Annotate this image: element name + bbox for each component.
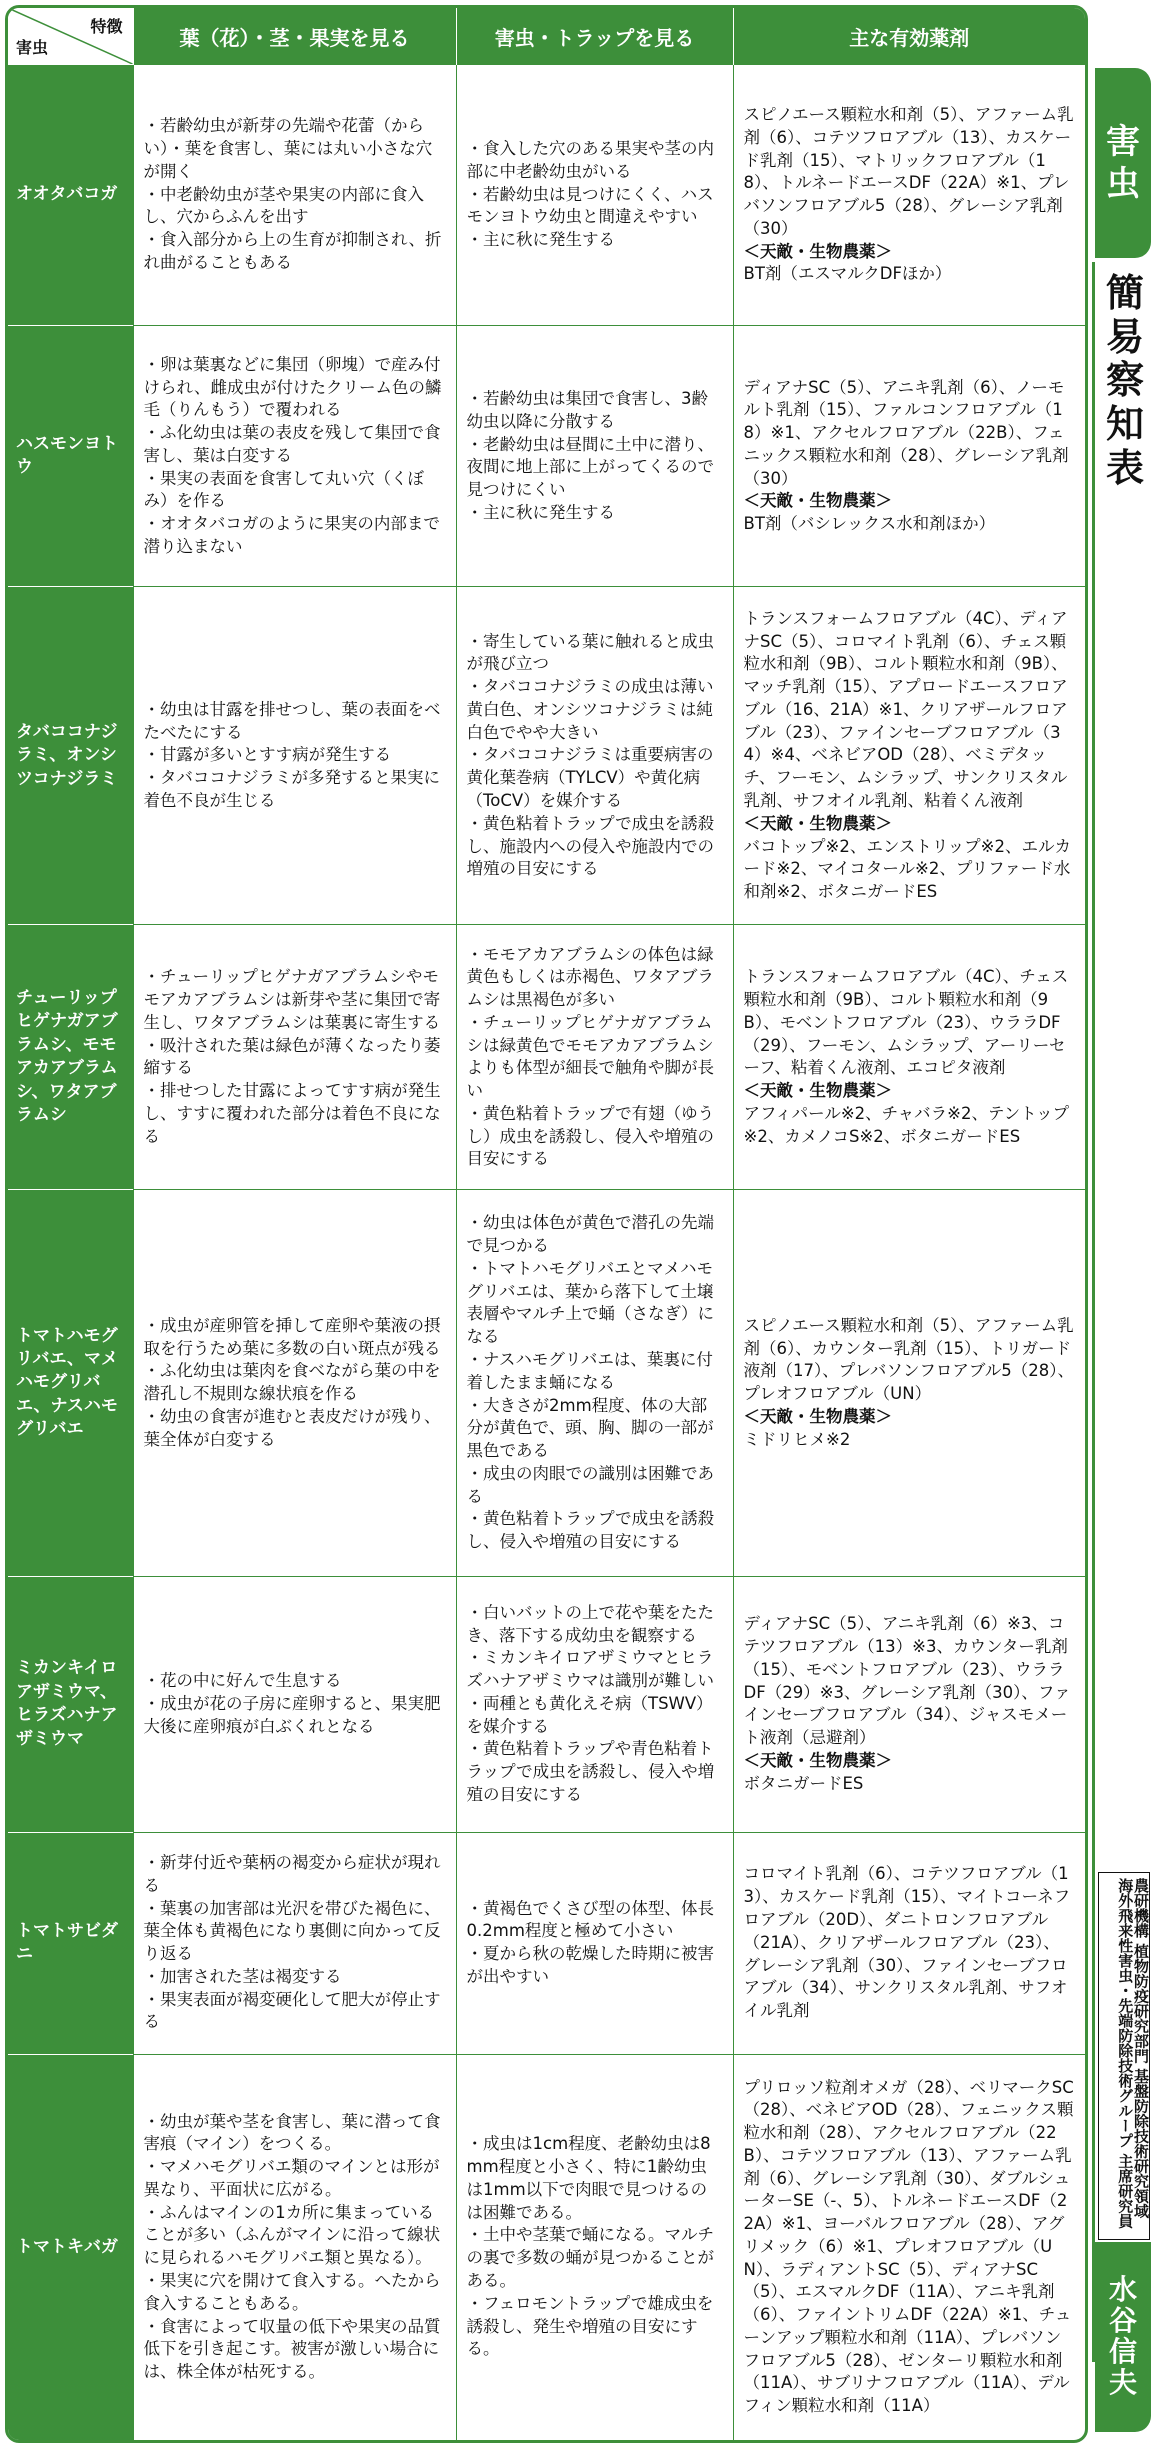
feature-bullet: ・主に秋に発生する	[466, 230, 615, 250]
feature-bullet: ・モモアカアブラムシの体色は緑黄色もしくは赤褐色、ワタアブラムシは黒褐色が多い	[466, 944, 714, 1010]
feature-bullet: ・成虫が花の子房に産卵すると、果実肥大後に産卵痕が白ぶくれとなる	[143, 1693, 441, 1736]
feature-bullet: ・両種とも黄化えそ病（TSWV）を媒介する	[466, 1693, 713, 1736]
feature-bullet: ・マメハモグリバエ類のマインとは形が異なり、平面状に広がる。	[143, 2157, 440, 2199]
feature-bullet: ・タバココナジラミは重要病害の黄化葉巻病（TYLCV）や黄化病（ToCV）を媒介する	[466, 745, 714, 811]
table-row	[8, 65, 1085, 326]
pest-name-cell: ミカンキイロアザミウマ、ヒラズハナアザミウマ	[8, 1576, 133, 1832]
chemical-text: アフィパール※2、チャバラ※2、テントップ※2、カメノコS※2、ボタニガードES	[743, 1103, 1070, 1146]
chem-cell	[733, 1576, 1085, 1832]
chemical-text: ミドリヒメ※2	[743, 1429, 851, 1449]
feature-bullet: ・成虫は1cm程度、老齢幼虫は8mm程度と小さく、特に1齢幼虫は1mm以下で肉眼で見つけるのは困難である。	[466, 2134, 711, 2222]
feature-bullet: ・若齢幼虫が新芽の先端や花蕾（からい）・葉を食害し、葉には丸い小さな穴が開く	[143, 116, 433, 181]
feature-bullet: ・ナスハモグリバエは、葉裏に付着したまま蛹になる	[466, 1350, 713, 1392]
corner-header-cell	[8, 8, 133, 65]
tab-char: 害	[1106, 121, 1140, 162]
pest-section-tab	[1095, 68, 1151, 258]
feature-bullet: ・チューリップヒゲナガアブラムシやモモアカアブラムシは新芽や茎に集団で寄生し、ワタアブラムシは葉裏に寄生する	[143, 967, 441, 1032]
title-char: 知	[1105, 402, 1144, 447]
observe-cell	[133, 2054, 456, 2440]
observe-cell	[133, 326, 456, 587]
feature-bullet: ・幼虫の食害が進むと表皮だけが残り、葉全体が白変する	[143, 1406, 441, 1449]
feature-bullet: ・卵は葉裏などに集団（卵塊）で産み付けられ、雌成虫が付けたクリーム色の鱗毛（りんもう）で覆われる	[143, 354, 442, 420]
feature-bullet: ・食入した穴のある果実や茎の内部に中老齢幼虫がいる	[466, 139, 714, 181]
table-header-row	[8, 8, 1085, 65]
chemical-text: ディアナSC（5）、アニキ乳剤（6）、ノーモルト乳剤（15）、ファルコンフロアブル（18）※1、アクセルフロアブル（22B）、フェニックス顆粒水和剤（28）、グレーシア乳剤（30）	[743, 377, 1069, 488]
feature-bullet: ・フェロモントラップで雄成虫を誘殺し、発生や増殖の目安にする。	[466, 2293, 714, 2359]
title-char: 察	[1105, 358, 1144, 403]
trap-cell	[456, 1190, 733, 1576]
feature-bullet: ・成虫が産卵管を挿して産卵や葉液の摂取を行うため葉に多数の白い斑点が残る	[143, 1315, 441, 1358]
feature-bullet: ・黄褐色でくさび型の体型、体長0.2mm程度と極めて小さい	[466, 1898, 714, 1941]
author-name	[1095, 2242, 1151, 2432]
trap-cell	[456, 2054, 733, 2440]
feature-bullet: ・若齢幼虫は集団で食害し、3齢幼虫以降に分散する	[466, 389, 708, 431]
chemical-text: ＜天敵・生物農薬＞	[743, 1081, 892, 1101]
chemical-text: ＜天敵・生物農薬＞	[743, 491, 892, 511]
feature-bullet: ・ミカンキイロアザミウマとヒラズハナアザミウマは識別が難しい	[466, 1648, 714, 1691]
feature-bullet: ・若齢幼虫は見つけにくく、ハスモンヨトウ幼虫と間違えやすい	[466, 184, 714, 227]
chemical-text: ＜天敵・生物農薬＞	[743, 813, 892, 833]
feature-bullet: ・成虫の肉眼での識別は困難である	[466, 1463, 714, 1506]
author-char: 谷	[1108, 2304, 1137, 2338]
feature-bullet: ・黄色粘着トラップで成虫を誘殺し、侵入や増殖の目安にする	[466, 1509, 715, 1552]
trap-cell	[456, 1576, 733, 1832]
feature-bullet: ・幼虫は甘露を排せつし、葉の表面をベたべたにする	[143, 699, 441, 742]
feature-bullet: ・黄色粘着トラップで成虫を誘殺し、施設内への侵入や施設内での増殖の目安にする	[466, 813, 715, 879]
pest-name-cell: チューリップヒゲナガアブラムシ、モモアカアブラムシ、ワタアブラムシ	[8, 925, 133, 1190]
chemical-text: ＜天敵・生物農薬＞	[743, 1750, 892, 1770]
trap-cell	[456, 326, 733, 587]
feature-bullet: ・オオタバコガのように果実の内部まで潜り込まない	[143, 514, 440, 556]
chem-cell	[733, 587, 1085, 925]
feature-bullet: ・ふ化幼虫は葉の表皮を残して集団で食害し、葉は白変する	[143, 423, 441, 465]
table-row	[8, 1190, 1085, 1576]
feature-bullet: ・排せつした甘露によってすす病が発生し、すすに覆われた部分は着色不良になる	[143, 1081, 441, 1146]
feature-bullet: ・主に秋に発生する	[466, 502, 615, 522]
pest-table-frame	[5, 5, 1088, 2443]
pest-identification-table	[8, 8, 1085, 2440]
feature-bullet: ・黄色粘着トラップで有翅（ゆうし）成虫を誘殺し、侵入や増殖の目安にする	[466, 1103, 715, 1169]
feature-bullet: ・ふ化幼虫は葉肉を食べながら葉の中を潜孔し不規則な線状痕を作る	[143, 1361, 441, 1404]
author-affiliation: 農研機構 植物防疫研究部門 基盤防除技術研究領域 海外飛来性害虫・先端防除技術グループ 主席研究員	[1116, 1878, 1150, 2229]
table-row	[8, 2054, 1085, 2440]
pest-name-cell: トマトハモグリバエ、マメハモグリバエ、ナスハモグリバエ	[8, 1190, 133, 1576]
feature-bullet: ・大きさが2mm程度、体の大部分が黄色で、頭、胸、脚の一部が黒色である	[466, 1395, 714, 1461]
title-char: 表	[1105, 445, 1144, 490]
feature-bullet: ・食入部分から上の生育が抑制され、折れ曲がることもある	[143, 230, 442, 273]
chemical-text: ボタニガードES	[743, 1773, 864, 1793]
observe-cell	[133, 65, 456, 326]
feature-bullet: ・果実の表面を食害して丸い穴（くぼみ）を作る	[143, 468, 424, 511]
chemical-text: ディアナSC（5）、アニキ乳剤（6）※3、コテツフロアブル（13）※3、カウンター乳剤（15）、モベントフロアブル（23）、ウララDF（29）※3、グレーシア乳剤（30）、ファインセーブフロアブル（34）、ジャスモメート液剤（忌避剤）	[743, 1614, 1071, 1748]
feature-bullet: ・果実表面が褐変硬化して肥大が停止する	[143, 1989, 441, 2032]
feature-bullet: ・幼虫が葉や茎を食害し、葉に潜って食害痕（マイン）をつくる。	[143, 2111, 441, 2154]
feature-bullet: ・寄生している葉に触れると成虫が飛び立つ	[466, 631, 714, 674]
table-row	[8, 587, 1085, 925]
chem-cell	[733, 925, 1085, 1190]
table-row	[8, 1832, 1085, 2054]
author-char: 夫	[1108, 2365, 1137, 2399]
trap-cell	[456, 587, 733, 925]
header-observe-pest-trap: 害虫・トラップを見る	[456, 8, 733, 65]
observe-cell	[133, 1190, 456, 1576]
chemical-text: トランスフォームフロアブル（4C）、ディアナSC（5）、コロマイト乳剤（6）、チェス顆粒水和剤（9B）、コルト顆粒水和剤（9B）、マッチ乳剤（15）、アプロードエースフロアブル（16、21A）※1、クリアザールフロアブル（23）、ファインセーブフロアブル（34）※4、ベネビアOD（28）、ベミデタッチ、フーモン、ムシラップ、サンクリスタル乳剤、サフオイル乳剤、粘着くん液剤	[743, 608, 1068, 811]
feature-bullet: ・新芽付近や葉柄の褐変から症状が現れる	[143, 1853, 441, 1895]
chem-cell	[733, 1832, 1085, 2054]
chemical-text: ＜天敵・生物農薬＞	[743, 241, 892, 261]
chemical-text: ＜天敵・生物農薬＞	[743, 1406, 892, 1426]
feature-bullet: ・老齢幼虫は昼間に土中に潜り、夜間に地上部に上がってくるので見つけにくい	[466, 434, 714, 500]
feature-bullet: ・甘露が多いとすす病が発生する	[143, 745, 392, 765]
chemical-text: スピノエース顆粒水和剤（5）、アファーム乳剤（6）、コテツフロアブル（13）、カスケード乳剤（15）、マトリックフロアブル（18）、トルネードエースDF（22A）※1、プレバソンフロアブル5（28）、グレーシア乳剤（30）	[743, 105, 1074, 238]
pest-name-cell: トマトキバガ	[8, 2054, 133, 2440]
chem-cell	[733, 1190, 1085, 1576]
chem-cell	[733, 2054, 1085, 2440]
corner-pest-label: 害虫	[16, 38, 49, 57]
pest-name-cell: オオタバコガ	[8, 65, 133, 326]
table-row	[8, 1576, 1085, 1832]
chemical-text: BT剤（バシレックス水和剤ほか）	[743, 514, 996, 534]
chemical-text: コロマイト乳剤（6）、コテツフロアブル（13）、カスケード乳剤（15）、マイトコーネフロアブル（20D）、ダニトロンフロアブル（21A）、クリアザールフロアブル（23）、グレーシア乳剤（30）、ファインセーブフロアブル（34）、サンクリスタル乳剤、サフオイル乳剤	[743, 1864, 1071, 2021]
tab-char: 虫	[1106, 164, 1140, 204]
feature-bullet: ・黄色粘着トラップや青色粘着トラップで成虫を誘殺し、侵入や増殖の目安にする	[466, 1739, 715, 1804]
trap-cell	[456, 925, 733, 1190]
feature-bullet: ・チューリップヒゲナガアブラムシは緑黄色でモモアカアブラムシよりも体型が細長で触角や脚が長い	[466, 1012, 714, 1101]
chem-cell	[733, 326, 1085, 587]
author-char: 信	[1108, 2335, 1137, 2368]
title-char: 易	[1105, 314, 1144, 359]
observe-cell	[133, 587, 456, 925]
pest-name-cell: ハスモンヨトウ	[8, 326, 133, 587]
header-observe-plant: 葉（花）・茎・果実を見る	[133, 8, 456, 65]
feature-bullet: ・食害によって収量の低下や果実の品質低下を引き起こす。被害が激しい場合には、株全体が枯死する。	[143, 2316, 441, 2382]
side-title	[1100, 272, 1150, 490]
feature-bullet: ・幼虫は体色が黄色で潜孔の先端で見つかる	[466, 1213, 714, 1256]
chem-cell	[733, 65, 1085, 326]
chemical-text: スピノエース顆粒水和剤（5）、アファーム乳剤（6）、カウンター乳剤（15）、トリガード液剤（17）、プレバソンフロアブル5（28）、プレオフロアブル（UN）	[743, 1315, 1075, 1404]
title-char: 簡	[1105, 271, 1144, 315]
feature-bullet: ・加害された茎は褐変する	[143, 1966, 342, 1986]
feature-bullet: ・吸汁された葉は緑色が薄くなったり萎縮する	[143, 1035, 441, 1078]
feature-bullet: ・タバココナジラミが多発すると果実に着色不良が生じる	[143, 768, 441, 811]
feature-bullet: ・葉裏の加害部は光沢を帯びた褐色に、葉全体も黄褐色になり裏側に向かって反り返る	[143, 1898, 441, 1964]
feature-bullet: ・タバココナジラミの成虫は薄い黄白色、オンシツコナジラミは純白色でやや大きい	[466, 677, 714, 742]
author-char: 水	[1108, 2273, 1137, 2307]
feature-bullet: ・果実に穴を開けて食入する。へたから食入することもある。	[143, 2271, 441, 2313]
trap-cell	[456, 1832, 733, 2054]
feature-bullet: ・ふんはマインの1カ所に集まっていることが多い（ふんがマインに沿って線状に見られるハモグリバエ類と異なる）。	[143, 2202, 441, 2268]
feature-bullet: ・中老齢幼虫が茎や果実の内部に食入し、穴からふんを出す	[143, 184, 424, 227]
table-row	[8, 326, 1085, 587]
feature-bullet: ・土中や茎葉で蛹になる。マルチの裏で多数の蛹が見つかることがある。	[466, 2225, 714, 2291]
chemical-text: プリロッソ粒剤オメガ（28）、ベリマークSC（28）、ベネビアOD（28）、フェニックス顆粒水和剤（28）、アクセルフロアブル（22B）、コテツフロアブル（13）、アファーム乳剤（6）、グレーシア乳剤（30）、ダブルシューターSE（-、5）、トルネードエースDF（22A）※1、ヨーバルフロアブル（28）、アグリメック（6）※1、プレオフロアブル（UN）、ラディアントSC（5）、ディアナSC（5）、エスマルクDF（11A）、アニキ乳剤（6）、ファイントリムDF（22A）※1、チューンアップ顆粒水和剤（11A）、プレバソンフロアブル5（28）、ゼンターリ顆粒水和剤（11A）、サブリナフロアブル（11A）、デルフィン顆粒水和剤（11A）	[743, 2077, 1074, 2416]
chemical-text: バコトップ※2、エンストリップ※2、エルカード※2、マイコタール※2、プリファード水和剤※2、ボタニガードES	[743, 836, 1071, 902]
pest-name-cell: タバココナジラミ、オンシツコナジラミ	[8, 587, 133, 925]
feature-bullet: ・花の中に好んで生息する	[143, 1671, 342, 1691]
feature-bullet: ・夏から秋の乾燥した時期に被害が出やすい	[466, 1944, 714, 1986]
chemical-text: トランスフォームフロアブル（4C）、チェス顆粒水和剤（9B）、コルト顆粒水和剤（9B）、モベントフロアブル（23）、ウララDF（29）、フーモン、ムシラップ、アーリーセーフ、粘着くん液剤、エコピタ液剤	[743, 967, 1069, 1078]
table-row	[8, 925, 1085, 1190]
observe-cell	[133, 925, 456, 1190]
feature-bullet: ・トマトハモグリバエとマメハモグリバエは、葉から落下して土壌表層やマルチ上で蛹（さなぎ）になる	[466, 1258, 714, 1347]
pest-name-cell: トマトサビダニ	[8, 1832, 133, 2054]
chemical-text: BT剤（エスマルクDFほか）	[743, 264, 952, 284]
observe-cell	[133, 1576, 456, 1832]
corner-features-label: 特徴	[90, 17, 123, 36]
feature-bullet: ・白いバットの上で花や葉をたたき、落下する成幼虫を観察する	[466, 1602, 714, 1645]
trap-cell	[456, 65, 733, 326]
observe-cell	[133, 1832, 456, 2054]
header-effective-chemicals: 主な有効薬剤	[733, 8, 1085, 65]
